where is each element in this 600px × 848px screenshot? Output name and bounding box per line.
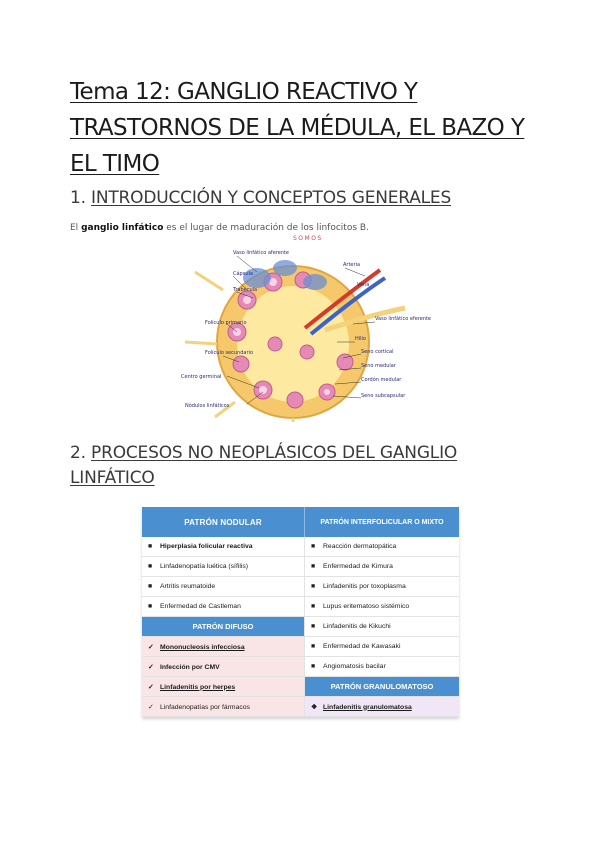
label-foliculo-primario: Folículo primario (205, 320, 247, 326)
table-header-row (142, 507, 459, 537)
mixto-item-text: Linfadenitis de Kikuchi (323, 623, 391, 630)
bullet-icon: ■ (311, 623, 316, 630)
page-title: Tema 12: GANGLIO REACTIVO Y TRASTORNOS DE LA MÉDULA, EL BAZO Y EL TIMO (70, 79, 525, 177)
label-seno-medular: Seno medular (361, 363, 396, 369)
label-eferente: Vaso linfático eferente (375, 316, 432, 322)
mixto-item-text: Angiomatosis bacilar (323, 663, 386, 670)
mixto-item-text: Enfermedad de Kimura (323, 563, 393, 570)
nodular-item-text: Hiperplasia folicular reactiva (160, 543, 253, 550)
mixto-item (305, 597, 460, 617)
difuso-item (142, 637, 305, 657)
table-row (142, 597, 459, 617)
nodular-item-text: Linfadenopatía luética (sífilis) (160, 563, 249, 570)
label-foliculo-secundario: Folículo secundario (205, 350, 254, 356)
section-1-title: INTRODUCCIÓN Y CONCEPTOS GENERALES (91, 188, 452, 208)
bullet-icon: ■ (311, 543, 316, 550)
bullet-icon: ■ (311, 603, 316, 610)
intro-prefix: El (70, 223, 79, 233)
diamond-bullet-icon: ❖ (311, 703, 318, 711)
label-vena: Vena (357, 282, 370, 288)
bullet-icon: ■ (311, 563, 316, 570)
label-capsula: Cápsula (233, 271, 253, 277)
difuso-item (142, 677, 305, 697)
check-icon: ✓ (148, 683, 154, 691)
table-row (142, 637, 459, 657)
table-row (142, 537, 459, 557)
header-granulomatoso: PATRÓN GRANULOMATOSO (305, 677, 460, 697)
mixto-item (305, 537, 460, 557)
header-mixto: PATRÓN INTERFOLICULAR O MIXTO (305, 507, 460, 537)
difuso-item (142, 657, 305, 677)
bullet-icon: ■ (148, 603, 153, 610)
nodular-item-text: Enfermedad de Castleman (160, 603, 241, 610)
label-trabecula: Trabécula (233, 287, 258, 293)
section-1-heading (70, 186, 451, 210)
mixto-item (305, 577, 460, 597)
section-2-title: PROCESOS NO NEOPLÁSICOS DEL GANGLIO LINFÁTICO (70, 443, 458, 488)
difuso-item-text: Infección por CMV (160, 663, 220, 671)
label-arteria: Arteria (343, 262, 361, 268)
label-seno-subcapsular: Seno subcapsular (361, 393, 406, 399)
header-difuso: PATRÓN DIFUSO (142, 617, 305, 637)
label-nodulos: Nódulos linfáticos (185, 403, 230, 409)
table-row (142, 697, 459, 717)
label-vaso-aferente: Vaso linfático aferente (233, 250, 289, 256)
watermark-text: SOMOS (293, 235, 323, 242)
section-1-number: 1. (70, 188, 86, 208)
mixto-item (305, 637, 460, 657)
mixto-item-text: Lupus eritematoso sistémico (323, 603, 410, 610)
difuso-item-text: Linfadenopatías por fármacos (160, 703, 250, 711)
mixto-item-text: Linfadenitis por toxoplasma (323, 583, 406, 590)
bullet-icon: ■ (311, 583, 316, 590)
nodular-item (142, 577, 305, 597)
table-row (142, 577, 459, 597)
check-icon: ✓ (148, 643, 154, 651)
mixto-item-text: Reacción dermatopática (323, 543, 397, 550)
bullet-icon: ■ (148, 563, 153, 570)
table-row (142, 557, 459, 577)
mixto-item (305, 557, 460, 577)
label-centro-germinal: Centro germinal (181, 374, 222, 380)
difuso-item-text: Linfadenitis por herpes (160, 683, 236, 691)
bullet-icon: ■ (311, 663, 316, 670)
granulomatoso-item (305, 697, 460, 717)
bullet-icon: ■ (148, 543, 153, 550)
label-hilio: Hilio (355, 336, 366, 342)
intro-suffix: es el lugar de maduración de los linfocitos B. (166, 223, 369, 233)
section-2-heading (70, 441, 490, 491)
lymph-node-diagram (175, 232, 432, 422)
label-seno-cortical: Seno cortical (361, 349, 394, 355)
table-row (142, 617, 459, 637)
mixto-item-text: Enfermedad de Kawasaki (323, 643, 401, 650)
nodular-item (142, 537, 305, 557)
section-2-number: 2. (70, 443, 86, 463)
granulomatoso-item-text: Linfadenitis granulomatosa (323, 703, 412, 711)
bullet-icon: ■ (311, 643, 316, 650)
mixto-item (305, 657, 460, 677)
intro-bold-term: ganglio linfático (81, 223, 164, 233)
mixto-item (305, 617, 460, 637)
lymph-node-patterns-table (142, 507, 459, 717)
difuso-item (142, 697, 305, 717)
table-row (142, 677, 459, 697)
bullet-icon: ■ (148, 583, 153, 590)
label-cordon-medular: Cordón medular (361, 377, 402, 383)
check-icon: ✓ (148, 663, 154, 671)
check-icon: ✓ (148, 703, 154, 711)
nodular-item-text: Artritis reumatoide (160, 583, 216, 590)
header-nodular: PATRÓN NODULAR (142, 507, 305, 537)
nodular-item (142, 557, 305, 577)
difuso-item-text: Mononucleosis infecciosa (160, 643, 245, 651)
nodular-item (142, 597, 305, 617)
table-row (142, 657, 459, 677)
